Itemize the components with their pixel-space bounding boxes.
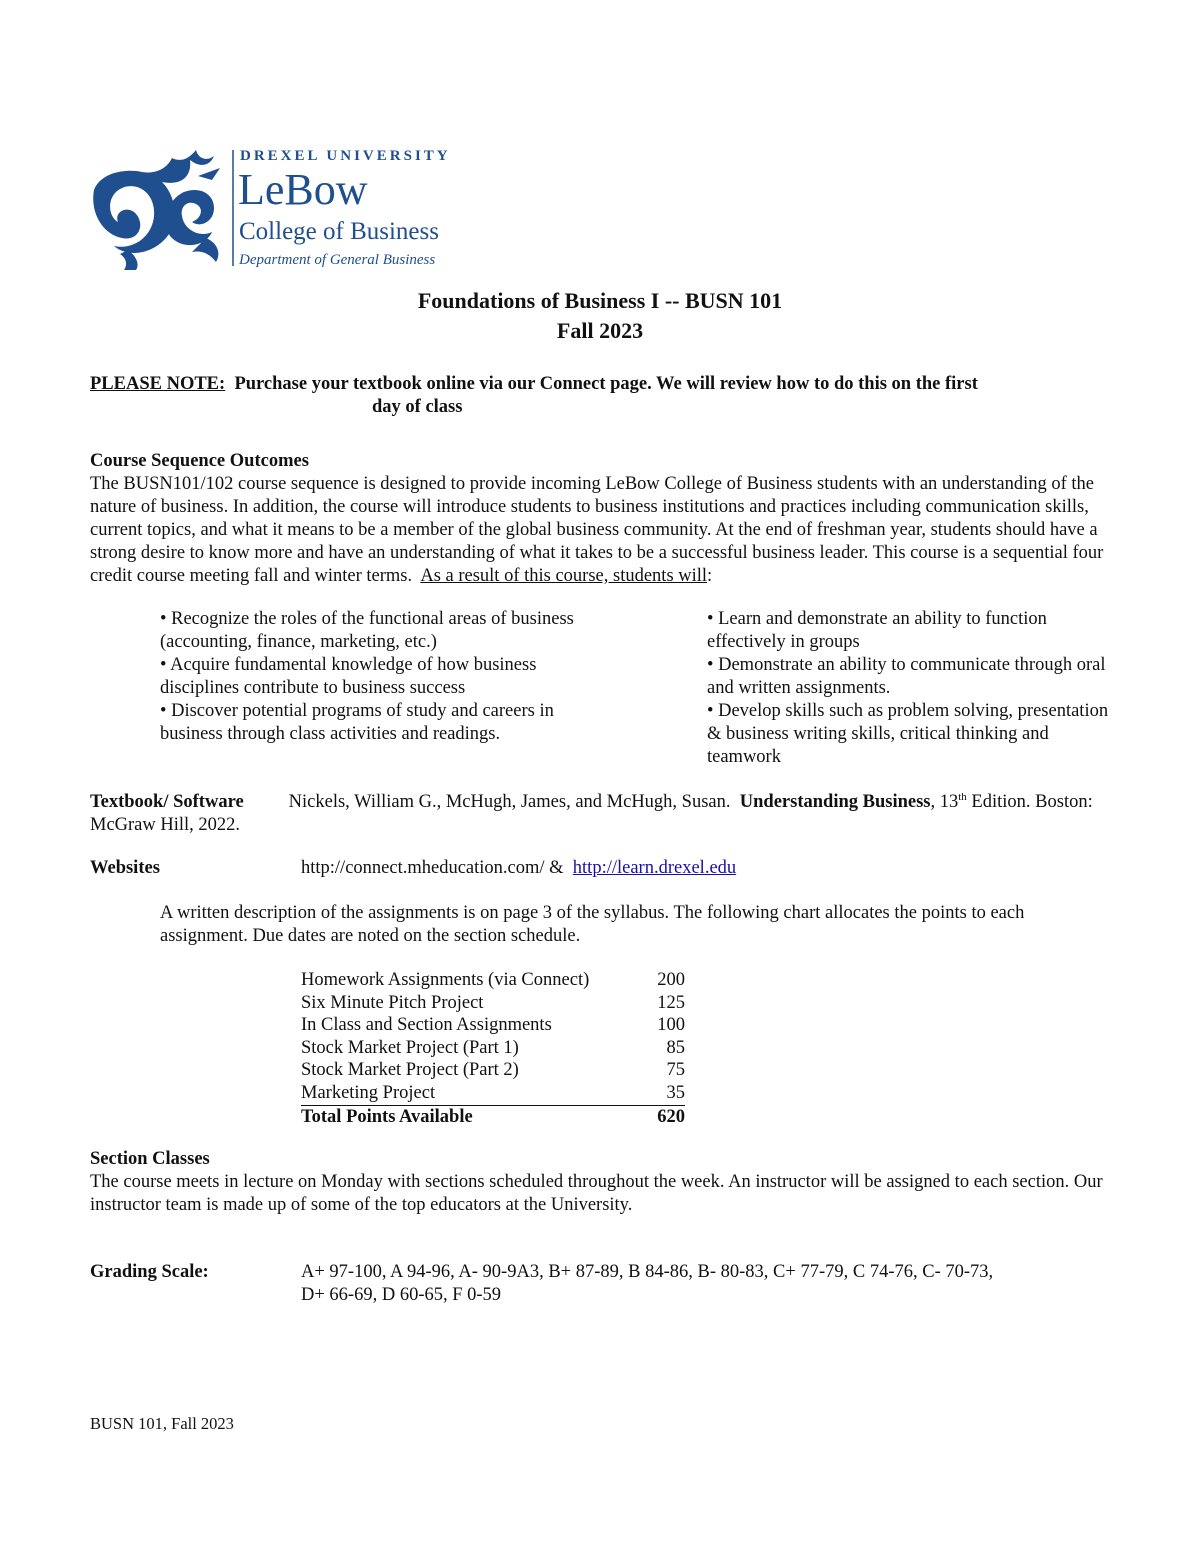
outcomes-bullets-left [160,608,580,746]
section-classes [90,1148,1110,1217]
learn-drexel-link[interactable]: http://learn.drexel.edu [572,858,737,878]
list-item: • Learn and demonstrate an ability to function effectively in groups [707,609,1047,652]
logo-school-text: LeBow [238,165,368,214]
textbook-section: Textbook/ Software Nickels, William G., McHugh, James, and McHugh, Susan. Understanding Business, 13th Edition. Boston: McGraw Hill, 2022. [90,790,1093,835]
table-row: Homework Assignments (via Connect) 200 [301,970,685,990]
list-item: • Acquire fundamental knowledge of how business disciplines contribute to business success [160,655,537,698]
dragon-icon [93,150,220,270]
textbook-title: Understanding Business [739,792,931,812]
outcomes-section [90,450,1110,588]
total-row: Total Points Available 620 [301,1106,685,1127]
assignments-description: A written description of the assignments is on page 3 of the syllabus. The following chart allocates the points to each assignment. Due dates are noted on the section schedule. [160,903,1025,946]
textbook-authors: Nickels, William G., McHugh, James, and McHugh, Susan. [288,792,731,812]
outcomes-bullets-right [707,608,1112,769]
list-item: • Demonstrate an ability to communicate through oral and written assignments. [707,655,1106,698]
table-row: Six Minute Pitch Project 125 [301,992,685,1013]
outcomes-heading: Course Sequence Outcomes [90,451,309,471]
logo-university-text: DREXEL UNIVERSITY [240,148,451,164]
websites-links: http://connect.mheducation.com/ & http://learn.drexel.edu [301,858,737,878]
page-title [0,286,1200,346]
grading-scale: A+ 97-100, A 94-96, A- 90-9A3, B+ 87-89, B 84-86, B- 80-83, C+ 77-79, C 74-76, C- 70-73, D+ 66-69, D 60-65, F 0-59 [301,1262,994,1305]
section-classes-heading: Section Classes [90,1149,210,1169]
table-row: Marketing Project 35 [301,1082,685,1105]
drexel-lebow-logo [88,146,488,270]
points-table [301,969,685,1128]
grading-label: Grading Scale: [90,1262,209,1282]
connect-url: http://connect.mheducation.com/ [301,858,545,878]
table-row: Stock Market Project (Part 1) 85 [301,1037,685,1058]
websites-label: Websites [90,858,160,878]
outcomes-paragraph: The BUSN101/102 course sequence is designed to provide incoming LeBow College of Business students with an understanding of the nature of business. In addition, the course will introduce students to business institutions and practices including communication skills, current topics, and what it means to be a member of the global business community. At the end of freshman year, students should have a strong desire to know more and have an understanding of what it takes to be a successful business leader. This course is a sequential four credit course meeting fall and winter terms. As a result of this course, students will: [90,474,1104,586]
textbook-label: Textbook/ Software [90,792,244,812]
logo-college-text: College of Business [239,218,439,245]
table-row: Stock Market Project (Part 2) 75 [301,1060,685,1081]
table-row: In Class and Section Assignments 100 [301,1015,685,1036]
list-item: • Recognize the roles of the functional areas of business (accounting, finance, marketing, etc.) [160,609,574,652]
page-footer: BUSN 101, Fall 2023 [90,1414,234,1433]
outcomes-result-lead: As a result of this course, students will [420,566,708,586]
term-title: Fall 2023 [556,318,644,343]
list-item: • Discover potential programs of study and careers in business through class activities and readings. [160,701,554,744]
note-line2: day of class [372,397,463,417]
textbook-note [90,373,1100,419]
textbook-publisher: Boston: McGraw Hill, 2022. [90,792,1093,835]
note-label: PLEASE NOTE: [90,374,226,394]
note-line1: Purchase your textbook online via our Connect page. We will review how to do this on the first [234,374,978,394]
section-classes-paragraph: The course meets in lecture on Monday with sections scheduled throughout the week. An instructor will be assigned to each section. Our instructor team is made up of some of the top educators at the University. [90,1172,1103,1215]
course-title: Foundations of Business I -- BUSN 101 [417,288,783,313]
textbook-edition: 13th Edition. [939,790,1031,812]
list-item: • Develop skills such as problem solving, presentation & business writing skills, critical thinking and teamwork [707,701,1109,767]
logo-department-text: Department of General Business [239,252,436,268]
